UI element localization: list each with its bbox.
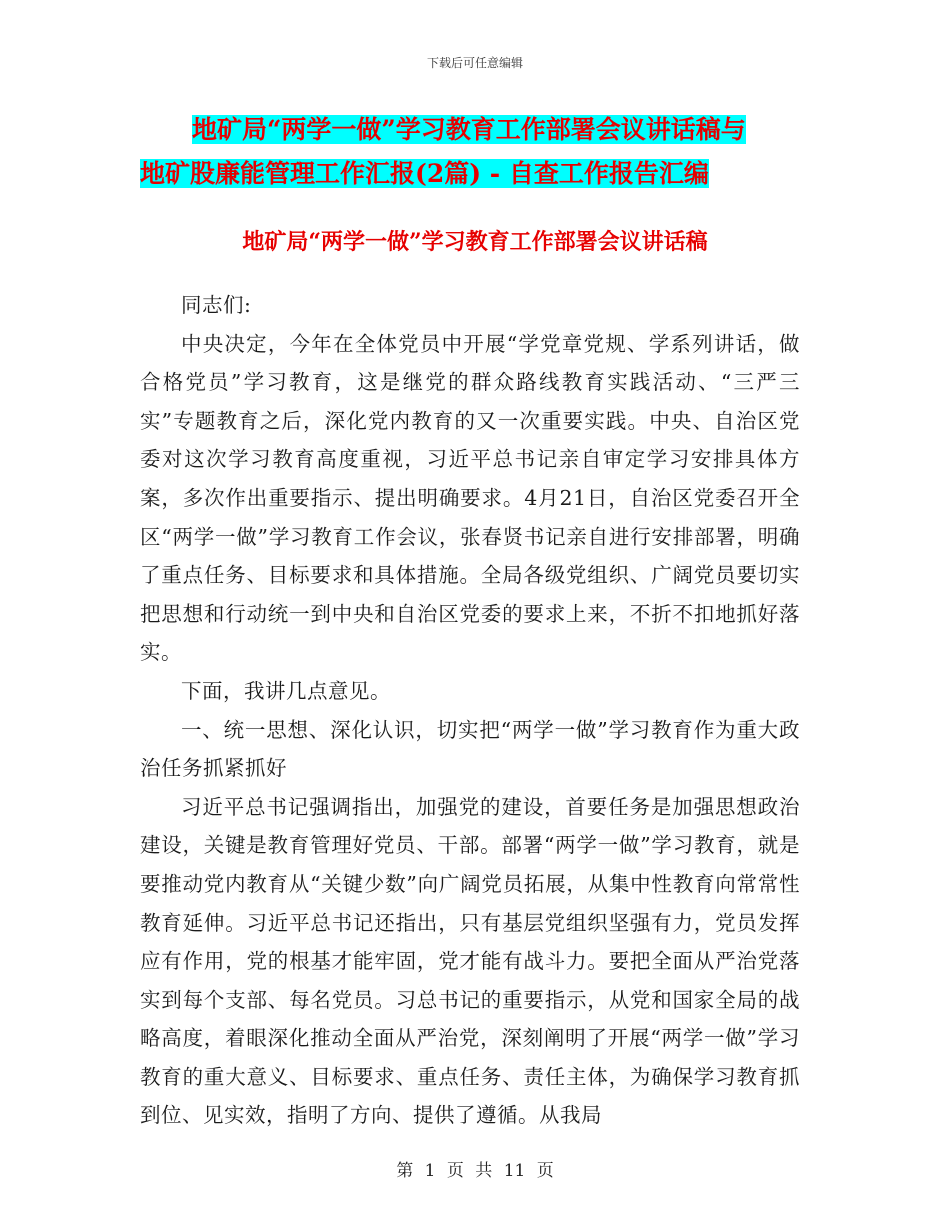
document-title [140,108,810,196]
document-title-line-1 [140,108,810,152]
header-note: 下载后可任意编辑 [426,56,523,70]
section-title: 地矿局“两学一做”学习教育工作部署会议讲话稿 [242,229,708,255]
title-highlight-1: 地矿局“两学一做”学习教育工作部署会议讲话稿与 [192,115,746,144]
paragraph-salutation: 同志们: [181,293,252,317]
paragraph: 习近平总书记强调指出，加强党的建设，首要任务是加强思想政治建设，关键是教育管理好党员、干部。部署“两学一做”学习教育，就是要推动党内教育从“关键少数”向广阔党员拓展，从集中性教育向常常性教育延伸。习近平总书记还指出，只有基层党组织坚强有力，党员发挥应有作用，党的根基才能牢固，党才能有战斗力。要把全面从严治党落实到每个支部、每名党员。习总书记的重要指示，从党和国家全局的战略高度，着眼深化推动全面从严治党，深刻阐明了开展“两学一做”学习教育的重大意义、目标要求、重点任务、责任主体，为确保学习教育抓到位、见实效，指明了方向、提供了遵循。从我局 [140,794,800,1128]
page-number-footer: 第 1 页 共 11 页 [396,1161,554,1181]
document-title-line-2 [140,152,810,196]
paragraph: 中央决定，今年在全体党员中开展“学党章党规、学系列讲话，做合格党员”学习教育，这是继党的群众路线教育实践活动、“三严三实”专题教育之后，深化党内教育的又一次重要实践。中央、自治区党委对这次学习教育高度重视，习近平总书记亲自审定学习安排具体方案，多次作出重要指示、提出明确要求。4月21日，自治区党委召开全区“两学一做”学习教育工作会议，张春贤书记亲自进行安排部署，明确了重点任务、目标要求和具体措施。全局各级党组织、广阔党员要切实把思想和行动统一到中央和自治区党委的要求上来，不折不扣地抓好落实。 [140,331,800,665]
paragraph: 下面，我讲几点意见。 [181,678,391,703]
body-text [140,286,800,1135]
title-highlight-2: 地矿股廉能管理工作汇报(2篇) - 自查工作报告汇编 [140,159,709,188]
paragraph-heading: 一、统一思想、深化认识，切实把“两学一做”学习教育作为重大政治任务抓紧抓好 [140,717,800,781]
